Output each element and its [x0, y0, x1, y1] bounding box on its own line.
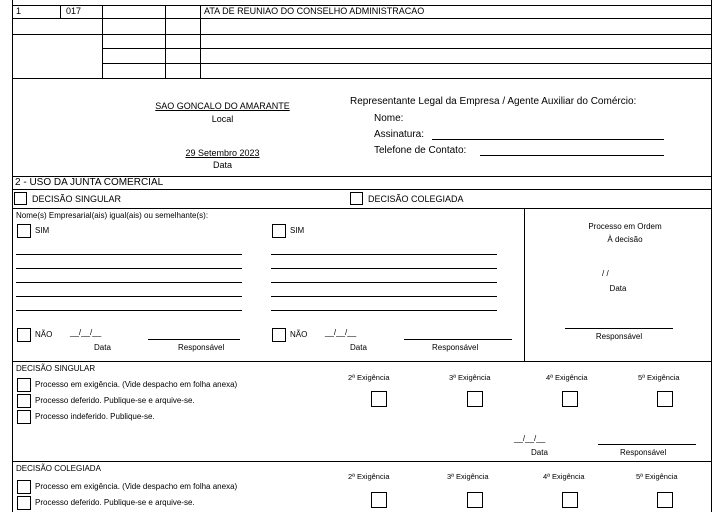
- singular-exig-2: 2ª Exigência: [348, 373, 390, 382]
- colegiada-option-1-checkbox[interactable]: [17, 480, 31, 494]
- colegiada-exig-4: 4ª Exigência: [543, 472, 585, 481]
- decision-colegiada-label: DECISÃO COLEGIADA: [368, 194, 464, 204]
- colegiada-option-2-checkbox[interactable]: [17, 496, 31, 510]
- junta-section-title: 2 - USO DA JUNTA COMERCIAL: [15, 177, 164, 188]
- nao-left-label: NÃO: [35, 330, 53, 339]
- nao-right-label: NÃO: [290, 330, 308, 339]
- colegiada-title: DECISÃO COLEGIADA: [16, 464, 101, 473]
- singular-exig-4: 4ª Exigência: [546, 373, 588, 382]
- phone-line[interactable]: [480, 155, 664, 156]
- local-value: SAO GONCALO DO AMARANTE: [155, 101, 290, 111]
- local-label: Local: [211, 114, 234, 124]
- nao-left-date-label: Data: [94, 343, 111, 352]
- colegiada-exig-4-checkbox[interactable]: [562, 492, 578, 508]
- colegiada-option-2: Processo deferido. Publique-se e arquive-se.: [35, 498, 195, 507]
- nao-right-responsavel: Responsável: [432, 343, 479, 352]
- colegiada-exig-2: 2ª Exigência: [348, 472, 390, 481]
- ordem-date-label: Data: [609, 284, 627, 293]
- singular-exig-5: 5ª Exigência: [638, 373, 680, 382]
- singular-date-label: Data: [531, 448, 548, 457]
- sim-left-checkbox[interactable]: [17, 224, 31, 238]
- colegiada-option-1: Processo em exigência. (Vide despacho em folha anexa): [35, 482, 238, 491]
- ordem-responsavel: Responsável: [595, 332, 643, 341]
- act-description: ATA DE REUNIAO DO CONSELHO ADMINISTRACAO: [204, 6, 425, 16]
- ordem-date-blank: / /: [602, 269, 609, 278]
- singular-exig-2-checkbox[interactable]: [371, 391, 387, 407]
- colegiada-exig-3-checkbox[interactable]: [467, 492, 483, 508]
- singular-date-blank: __/__/__: [514, 434, 546, 443]
- singular-option-2-checkbox[interactable]: [17, 394, 31, 408]
- date-value: 29 Setembro 2023: [185, 148, 260, 158]
- a-decisao: À decisão: [607, 235, 643, 244]
- singular-option-1: Processo em exigência. (Vide despacho em folha anexa): [35, 380, 238, 389]
- singular-title: DECISÃO SINGULAR: [16, 364, 96, 373]
- nao-left-responsavel: Responsável: [178, 343, 225, 352]
- nao-left-date-blank: __/__/__: [70, 328, 102, 337]
- colegiada-exig-3: 3ª Exigência: [447, 472, 489, 481]
- processo-ordem: Processo em Ordem: [588, 222, 662, 231]
- nao-right-date-blank: __/__/__: [325, 328, 357, 337]
- sim-right-label: SIM: [290, 226, 305, 235]
- phone-label: Telefone de Contato:: [374, 145, 467, 156]
- decision-colegiada-checkbox[interactable]: [350, 192, 363, 205]
- singular-exig-3: 3ª Exigência: [449, 373, 491, 382]
- signature-line[interactable]: [432, 139, 664, 140]
- singular-option-3-checkbox[interactable]: [17, 410, 31, 424]
- singular-option-3: Processo indeferido. Publique-se.: [35, 412, 155, 421]
- name-label: Nome:: [374, 113, 404, 124]
- decision-singular-checkbox[interactable]: [14, 192, 27, 205]
- singular-exig-5-checkbox[interactable]: [657, 391, 673, 407]
- nao-right-date-label: Data: [350, 343, 367, 352]
- singular-exig-3-checkbox[interactable]: [467, 391, 483, 407]
- nao-right-checkbox[interactable]: [272, 328, 286, 342]
- colegiada-exig-5: 5ª Exigência: [636, 472, 678, 481]
- singular-exig-4-checkbox[interactable]: [562, 391, 578, 407]
- nao-left-checkbox[interactable]: [17, 328, 31, 342]
- colegiada-exig-5-checkbox[interactable]: [657, 492, 673, 508]
- sim-right-checkbox[interactable]: [272, 224, 286, 238]
- act-code: 017: [66, 6, 82, 16]
- signature-label: Assinatura:: [374, 129, 425, 140]
- sim-left-label: SIM: [35, 226, 50, 235]
- singular-responsavel: Responsável: [620, 448, 667, 457]
- representative-title: Representante Legal da Empresa / Agente Auxiliar do Comércio:: [350, 96, 637, 107]
- singular-option-2: Processo deferido. Publique-se e arquive-se.: [35, 396, 195, 405]
- date-label: Data: [212, 160, 232, 170]
- colegiada-exig-2-checkbox[interactable]: [371, 492, 387, 508]
- names-label: Nome(s) Empresarial(ais) igual(ais) ou semelhante(s):: [16, 211, 209, 220]
- singular-option-1-checkbox[interactable]: [17, 378, 31, 392]
- act-seq: 1: [16, 6, 22, 16]
- decision-singular-label: DECISÃO SINGULAR: [32, 194, 122, 204]
